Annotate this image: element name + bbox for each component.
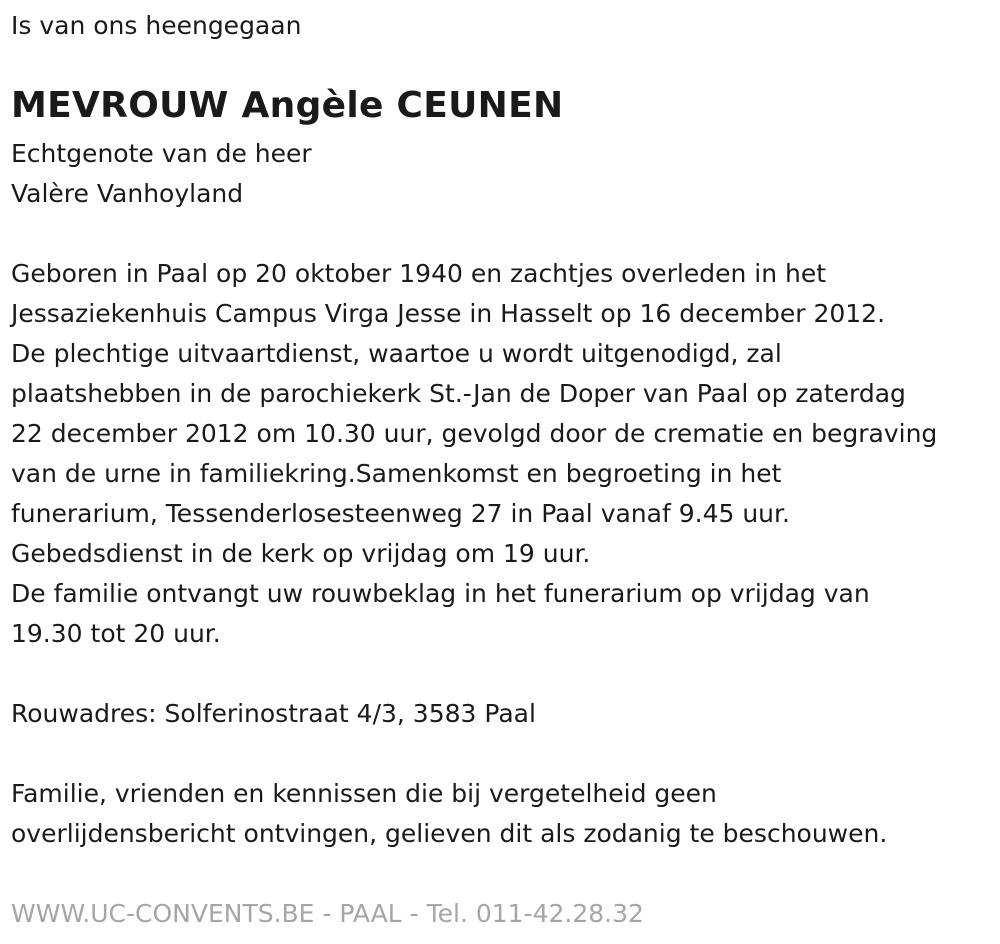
notice-line: Familie, vrienden en kennissen die bij vergetelheid geen: [11, 779, 717, 808]
mourning-address: Rouwadres: Solferinostraat 4/3, 3583 Paal: [11, 699, 536, 728]
obituary-body: [11, 254, 991, 654]
body-line: Jessaziekenhuis Campus Virga Jesse in Hasselt op 16 december 2012.: [11, 299, 886, 328]
spouse-line: Echtgenote van de heer: [11, 139, 312, 168]
body-line: 19.30 tot 20 uur.: [11, 619, 221, 648]
body-line: De plechtige uitvaartdienst, waartoe u wordt uitgenodigd, zal: [11, 339, 782, 368]
body-line: plaatshebben in de parochiekerk St.-Jan de Doper van Paal op zaterdag: [11, 379, 906, 408]
notice-text: [11, 774, 887, 854]
body-line: funerarium, Tessenderlosesteenweg 27 in Paal vanaf 9.45 uur.: [11, 499, 790, 528]
spouse-line: Valère Vanhoyland: [11, 179, 244, 208]
intro-text: Is van ons heengegaan: [11, 11, 302, 40]
body-line: Geboren in Paal op 20 oktober 1940 en zachtjes overleden in het: [11, 259, 827, 288]
body-line: De familie ontvangt uw rouwbeklag in het funerarium op vrijdag van: [11, 579, 870, 608]
spouse-info: [11, 134, 312, 214]
body-line: 22 december 2012 om 10.30 uur, gevolgd door de crematie en begraving: [11, 419, 938, 448]
body-line: van de urne in familiekring.Samenkomst en begroeting in het: [11, 459, 782, 488]
deceased-name: MEVROUW Angèle CEUNEN: [11, 85, 564, 126]
body-line: Gebedsdienst in de kerk op vrijdag om 19 uur.: [11, 539, 591, 568]
notice-line: overlijdensbericht ontvingen, gelieven dit als zodanig te beschouwen.: [11, 819, 888, 848]
footer-contact: WWW.UC-CONVENTS.BE - PAAL - Tel. 011-42.28.32: [11, 899, 644, 928]
